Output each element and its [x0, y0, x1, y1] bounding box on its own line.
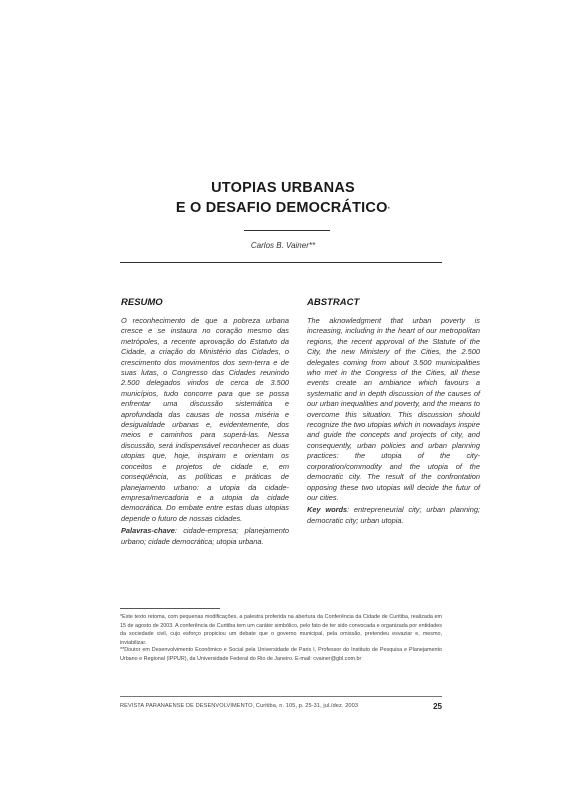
footnote-2: **Doutor em Desenvolvimento Econômico e Social pela Universidade de Paris I, Professor do Instituto de Pesquisa e Planejamento Urbano e Regional (IPPUR), da Universidade Federal do Rio de Janeiro. E-mail: cvainer@gbl.com.br: [120, 647, 442, 662]
article-title: [0, 178, 566, 218]
resumo-column: [121, 297, 289, 547]
abstract-keywords: [307, 505, 480, 526]
footnote-divider: [120, 608, 220, 609]
journal-citation: REVISTA PARANAENSE DE DESENVOLVIMENTO, Curitiba, n. 105, p. 25-31, jul./dez. 2003: [120, 703, 359, 709]
footnote-1: *Este texto retoma, com pequenas modificações, a palestra proferida na abertura da Conferência da Cidade de Curitiba, realizada em 15 de agosto de 2003. A conferência de Curitiba tem um caráter simbólico, pelo fato de ter sido convocada e organizada por entidades da sociedade civil, cujo esforço propiciou um debate que o governo municipal, pela omissão, pretendeu esvaziar e, mesmo, inviabilizar.: [120, 614, 442, 646]
title-line-2-text: E O DESAFIO DEMOCRÁTICO: [175, 200, 388, 216]
abstract-column: [307, 297, 480, 526]
author-name: Carlos B. Vainer**: [250, 241, 316, 250]
title-footnote-marker: *: [387, 207, 391, 213]
resumo-keywords-label: Palavras-chave: [121, 526, 175, 536]
title-divider: [244, 230, 330, 231]
abstract-keywords-text: : entrepreneurial city; urban planning; democratic city; urban utopia.: [307, 505, 480, 525]
page-number: 25: [433, 702, 442, 711]
resumo-keywords-text: : cidade-empresa; planejamento urbano; cidade democrática; utopia urbana.: [121, 526, 289, 546]
header-divider: [120, 262, 442, 263]
abstract-heading: ABSTRACT: [307, 297, 360, 308]
title-line-2: [0, 198, 566, 218]
footer-divider: [120, 696, 442, 697]
resumo-heading: RESUMO: [121, 297, 163, 308]
abstract-text: The aknowledgment that urban poverty is increasing, including in the heart of our metropolitan regions, the recent approval of the Statute of the City, the new Ministery of the Cities, the 2.500 delegates coming from about 3.500 municipalities who met in the Congress of the Cities, all these events create an ambiance which favours a systematic and in depth discussion of the causes of our urban inequalities and poverty, and the means to overcome this situation. This discussion should recognize the two utopias which in nowadays inspire and guide the concepts and projects of city, and consequently, urban policies and urban planning practices: the utopia of the city-corporation/commodity and the utopia of the democratic city. The result of the confrontation opposing these two utopias will decide the futur of our cities.: [307, 316, 480, 502]
title-line-1: UTOPIAS URBANAS: [211, 180, 355, 196]
resumo-text: O reconhecimento de que a pobreza urbana cresce e se instaura no coração mesmo das metrópoles, a recente aprovação do Estatuto da Cidade, a criação do Ministério das Cidades, o crescimento dos movimentos dos sem-terra e de suas lutas, o Congresso das Cidades reunindo 2.500 delegados vindos de cerca de 3.500 municípios, tudo concorre para que se possa enfrentar uma discussão sistemática e aprofundada das causas de nossa miséria e desigualdade urbanas e, evidentemente, dos meios e caminhos para superá-las. Nessa discussão, será indispensável reconhecer as duas utopias que, hoje, inspiram e orientam os conceitos e projetos de cidade e, em conseqüência, as políticas e práticas de planejamento urbano: a utopia da cidade-empresa/mercadoria e a utopia da cidade democrática. Do embate entre estas duas utopias depende o futuro de nossas cidades.: [121, 316, 289, 523]
resumo-keywords: [121, 526, 289, 547]
abstract-keywords-label: Key words: [307, 505, 348, 515]
